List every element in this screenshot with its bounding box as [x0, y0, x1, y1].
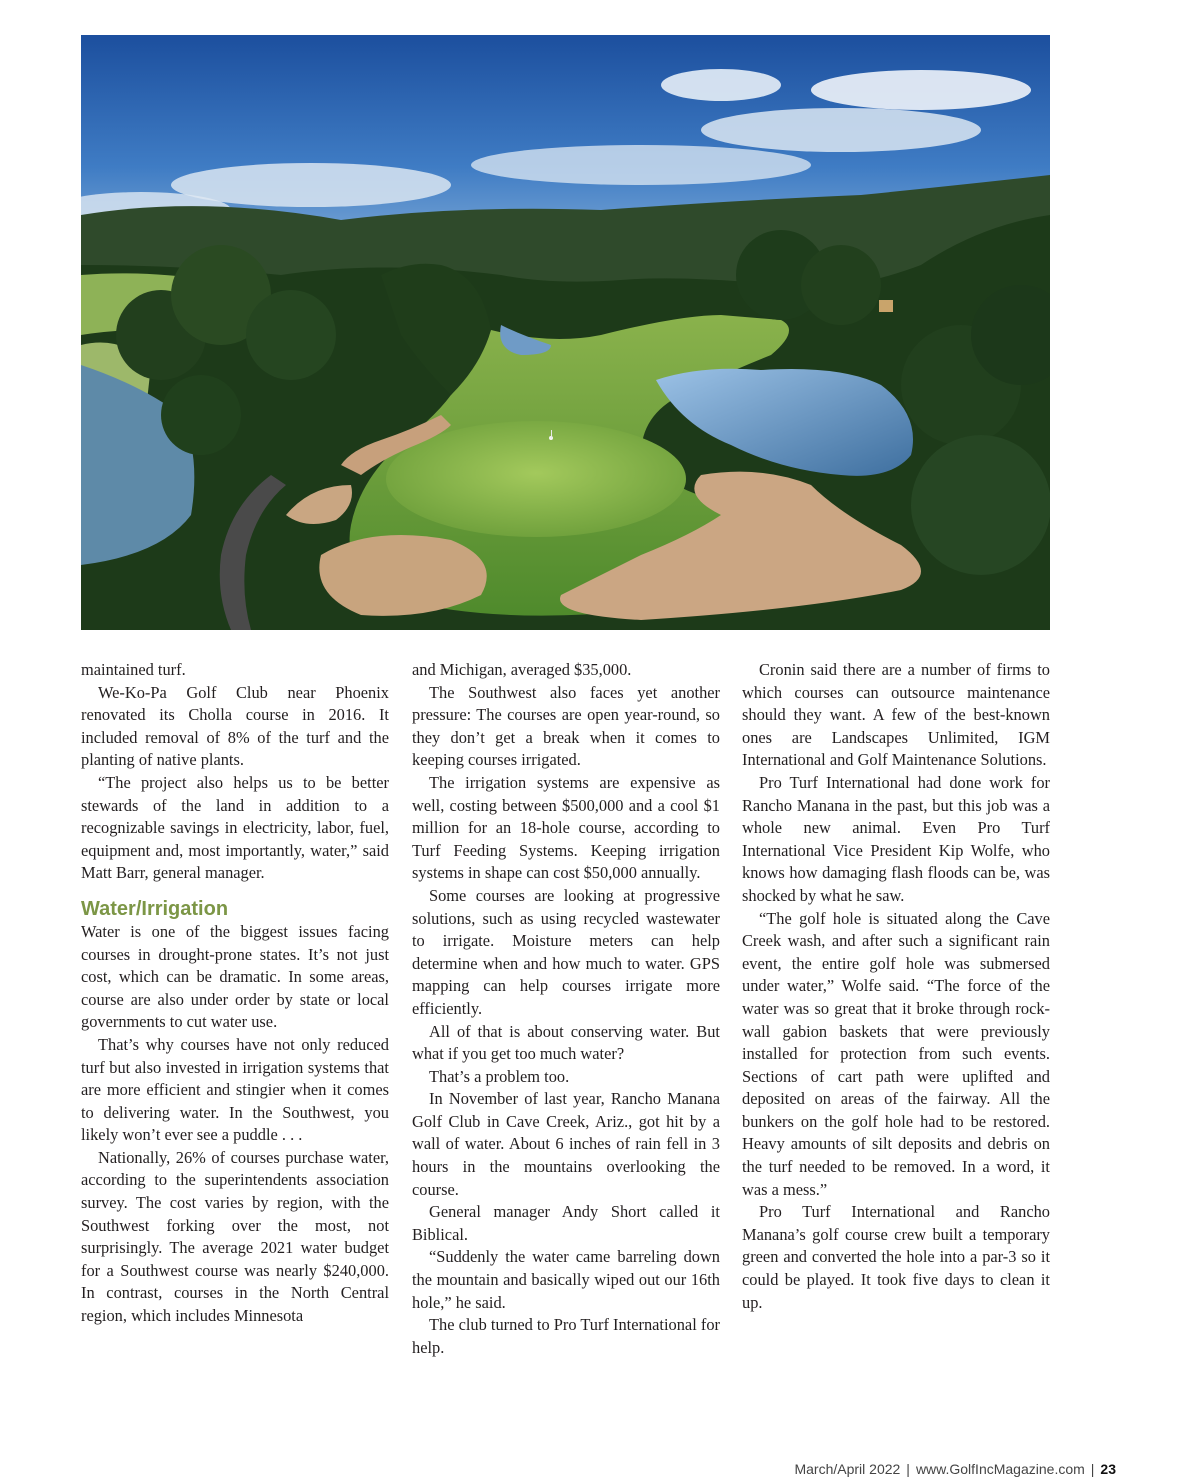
paragraph: The irrigation systems are expensive as well, costing between $500,000 and a cool $1 million for an 18-hole course, according to Turf Feeding Systems. Keeping irrigation systems in shape can cost $50,000 annually. — [412, 772, 720, 883]
paragraph: “Suddenly the water came barreling down the mountain and basically wiped out our 16th hole,” he said. — [412, 1247, 720, 1312]
paragraph: The Southwest also faces yet another pressure: The courses are open year-round, so they don’t get a break when it comes to keeping courses irrigated. — [412, 682, 720, 770]
paragraph: Nationally, 26% of courses purchase water, according to the superintendents association survey. The cost varies by region, with the Southwest forking over the most, not surprisingly. The average 2021 water budget for a Southwest course was nearly $240,000. In contrast, courses in the North Central region, which includes Minnesota — [81, 1147, 389, 1326]
paragraph: and Michigan, averaged $35,000. — [412, 660, 632, 679]
paragraph: All of that is about conserving water. But what if you get too much water? — [412, 1021, 720, 1064]
paragraph: That’s why courses have not only reduced turf but also invested in irrigation systems that are more efficient and stingier when it comes to delivering water. In the Southwest, you likely won’t ever see a puddle . . . — [81, 1034, 389, 1145]
paragraph: Some courses are looking at progressive solutions, such as using recycled wastewater to irrigate. Moisture meters can help determine when and how much to water. GPS mapping can help courses irrigate more efficiently. — [412, 885, 720, 1018]
page-number: 23 — [1100, 1461, 1116, 1477]
paragraph: Water is one of the biggest issues facing courses in drought-prone states. It’s not just cost, which can be dramatic. In some areas, course are also under order by state or local governments to cut water use. — [81, 921, 389, 1032]
paragraph: Pro Turf International and Rancho Manana’s golf course crew built a temporary green and converted the hole into a par-3 so it could be played. It took five days to clean it up. — [742, 1202, 1050, 1312]
paragraph: In November of last year, Rancho Manana Golf Club in Cave Creek, Ariz., got hit by a wall of water. About 6 inches of rain fell in 3 hours in the mountains overlooking the course. — [412, 1089, 720, 1199]
paragraph: “The golf hole is situated along the Cave Creek wash, and after such a significant rain event, the entire golf hole was submersed under water,” Wolfe said. “The force of the water was so great that it broke through rock-wall gabion baskets that were previously installed for protection from such events. Sections of cart path were uplifted and deposited on areas of the fairway. All the bunkers on the golf hole had to be restored. Heavy amounts of silt deposits and debris on the turf needed to be removed. In a word, it was a mess.” — [742, 908, 1050, 1199]
text-column-1 — [81, 659, 389, 1328]
paragraph: That’s a problem too. — [429, 1066, 570, 1086]
page-footer — [794, 1461, 1116, 1477]
website-link[interactable]: www.GolfIncMagazine.com — [915, 1461, 1085, 1477]
golf-course-aerial-photo — [81, 35, 1050, 630]
paragraph: “The project also helps us to be better stewards of the land in addition to a recognizable savings in electricity, labor, fuel, equipment and, most importantly, water,” said Matt Barr, general manager. — [81, 772, 389, 883]
text-column-2 — [412, 659, 720, 1359]
paragraph: The club turned to Pro Turf International for help. — [412, 1315, 720, 1357]
paragraph: General manager Andy Short called it Biblical. — [412, 1202, 720, 1244]
footer-separator: | — [1090, 1461, 1095, 1477]
paragraph: We-Ko-Pa Golf Club near Phoenix renovated its Cholla course in 2016. It included removal of 8% of the turf and the planting of native plants. — [81, 682, 389, 770]
paragraph: Pro Turf International had done work for Rancho Manana in the past, but this job was a whole new animal. Even Pro Turf International Vice President Kip Wolfe, who knows how damaging flash floods can be, was shocked by what he saw. — [742, 772, 1050, 905]
issue-date: March/April 2022 — [794, 1461, 901, 1477]
section-heading: Water/Irrigation — [81, 897, 229, 920]
paragraph: Cronin said there are a number of firms to which courses can outsource maintenance should they want. A few of the best-known ones are Landscapes Unlimited, IGM International and Golf Maintenance Solutions. — [742, 660, 1050, 770]
text-column-3 — [742, 659, 1050, 1314]
footer-separator: | — [906, 1461, 910, 1477]
paragraph: maintained turf. — [81, 660, 186, 679]
